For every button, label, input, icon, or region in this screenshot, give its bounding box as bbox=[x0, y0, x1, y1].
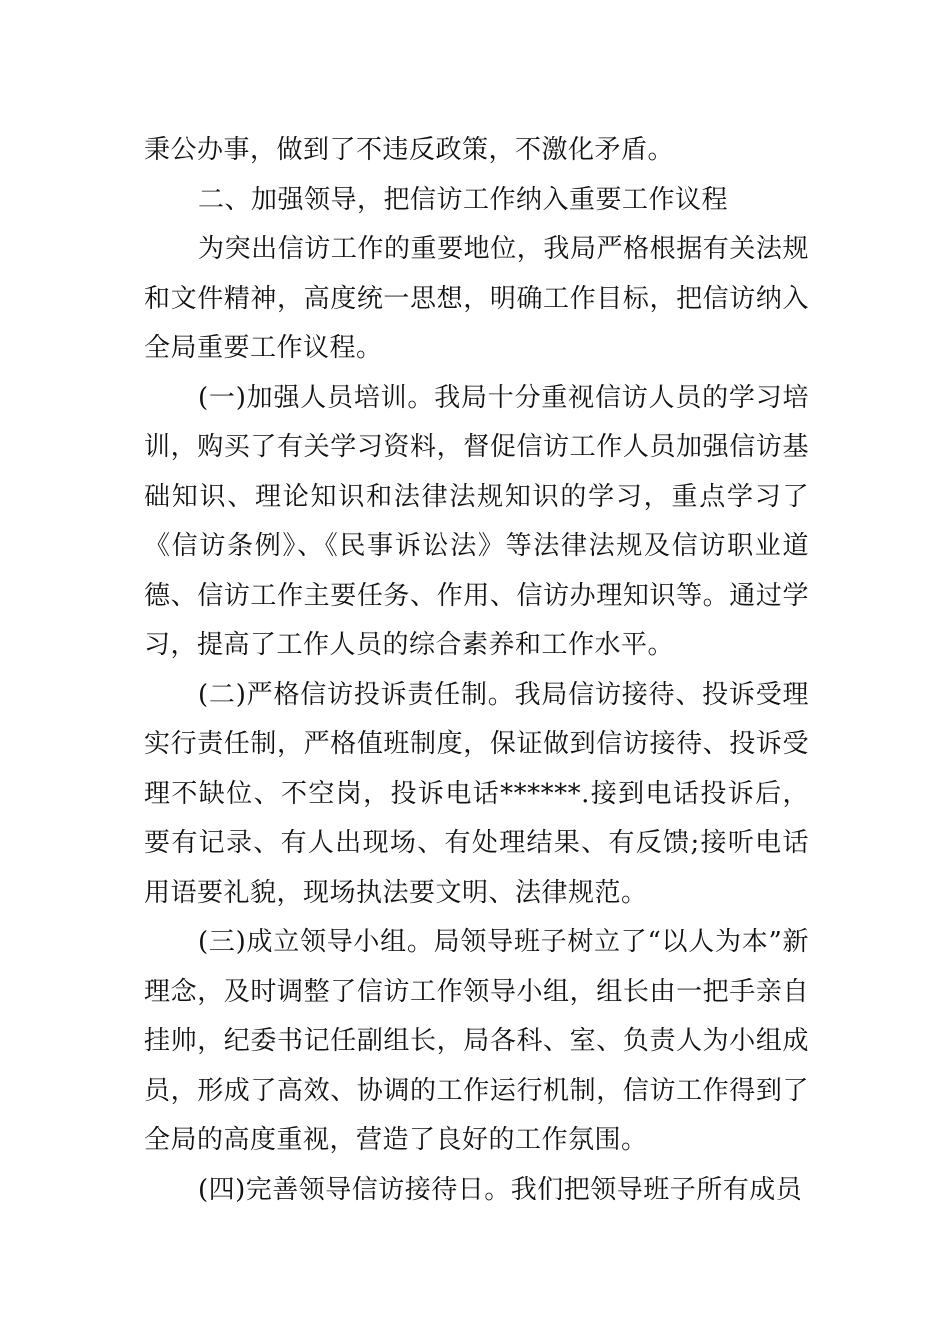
paragraph-complaint-responsibility: (二)严格信访投诉责任制。我局信访接待、投诉受理实行责任制，严格值班制度，保证做到信访接待、投诉受理不缺位、不空岗，投诉电话******.接到电话投诉后，要有记录、有人出现场、有处理结果、有反馈;接听电话用语要礼貌，现场执法要文明、法律规范。 bbox=[144, 679, 809, 908]
paragraph-1: 秉公办事，做到了不违反政策，不激化矛盾。 bbox=[144, 135, 675, 165]
paragraph-leadership-group: (三)成立领导小组。局领导班子树立了“以人为本”新理念，及时调整了信访工作领导小组，组长由一把手亲自挂帅，纪委书记任副组长，局各科、室、负责人为小组成员，形成了高效、协调的工作运行机制，信访工作得到了全局的高度重视，营造了良好的工作氛围。 bbox=[144, 927, 809, 1155]
section-heading-2: 二、加强领导，把信访工作纳入重要工作议程 bbox=[198, 184, 729, 215]
paragraph-training: (一)加强人员培训。我局十分重视信访人员的学习培训，购买了有关学习资料，督促信访工作人员加强信访基础知识、理论知识和法律法规知识的学习，重点学习了《信访条例》、《民事诉讼法》等法律法规及信访职业道德、信访工作主要任务、作用、信访办理知识等。通过学习，提高了工作人员的综合素养和工作水平。 bbox=[144, 382, 809, 660]
paragraph-3: 为突出信访工作的重要地位，我局严格根据有关法规和文件精神，高度统一思想，明确工作目标，把信访纳入全局重要工作议程。 bbox=[144, 234, 809, 363]
paragraph-reception-day: (四)完善领导信访接待日。我们把领导班子所有成员 bbox=[198, 1174, 803, 1205]
document-body bbox=[144, 126, 809, 1215]
